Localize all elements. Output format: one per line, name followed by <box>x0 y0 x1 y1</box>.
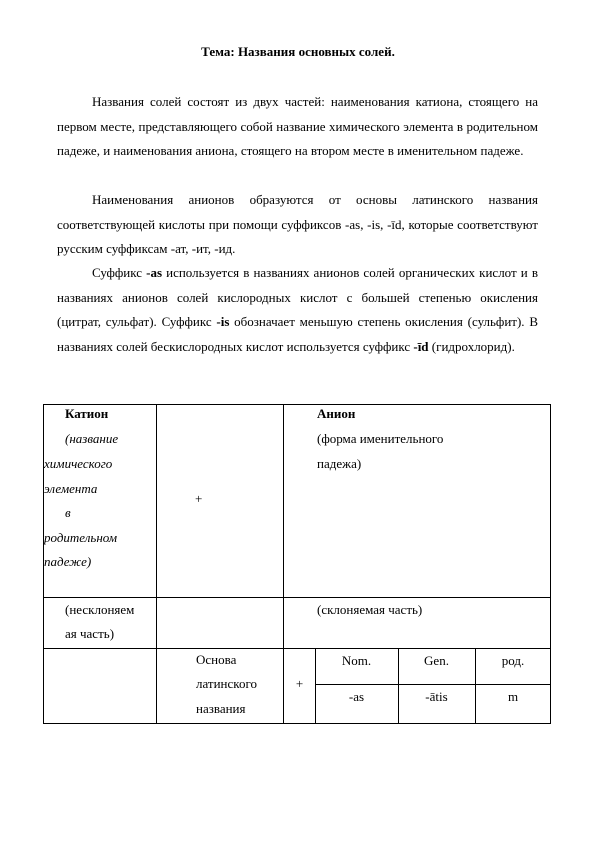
cation-desc-6: падеже) <box>44 554 92 569</box>
plus-sign: + <box>195 491 203 506</box>
cation-desc-4: в <box>65 505 71 520</box>
inner-header-gen: Gen. <box>424 653 449 668</box>
suffix-is: -is <box>216 314 230 329</box>
stem-label-3: названия <box>196 701 246 716</box>
stem-label-1: Основа <box>196 652 237 667</box>
inner-value-gen: -ātis <box>425 689 448 704</box>
anion-desc-2: падежа) <box>317 456 362 471</box>
paragraph-anion-names: Наименования анионов образуются от основы латинского названия соответствующей кислоты при помощи суффиксов -as, -is, -īd, которые соответствуют русским суффиксам -ат, -ит, -ид. <box>57 192 538 256</box>
cation-desc-3: элемента <box>44 481 98 496</box>
inner-header-nom: Nom. <box>341 653 372 668</box>
cation-desc-2: химического <box>44 456 113 471</box>
p3-text-4: (гидрохлорид). <box>428 338 515 354</box>
cation-note-1: (несклоняем <box>65 602 135 617</box>
suffix-as: -as <box>146 265 163 280</box>
plus-sign-2: + <box>295 676 304 691</box>
paragraph-intro: Названия солей состоят из двух частей: наименования катиона, стоящего на первом месте, представляющего собой название химического элемента в родительном падеже, и наименования аниона, стоящего на втором месте в именительном падеже. <box>57 94 538 158</box>
paragraph-suffixes <box>57 261 538 359</box>
cation-desc-5: родительном <box>44 530 118 545</box>
page-title: Тема: Названия основных солей. <box>201 44 395 59</box>
inner-header-gender: род. <box>501 653 525 668</box>
p3-text-2: используется в названиях анионов солей органических кислот и в названиях анионов солей кислородных кислот с большей степенью окисления (цитрат, сульфат). Суффикс <box>57 265 539 329</box>
anion-desc-1: (форма именительного <box>317 431 444 446</box>
anion-heading: Анион <box>317 406 356 421</box>
inner-value-nom: -as <box>348 689 365 704</box>
anion-note: (склоняемая часть) <box>317 602 423 617</box>
cation-heading: Катион <box>65 406 109 421</box>
cation-note-2: ая часть) <box>65 626 115 641</box>
table-col-divider-1 <box>156 404 157 724</box>
table-border-right <box>550 404 551 724</box>
cation-desc-1: (название <box>65 431 119 446</box>
inner-value-gender: m <box>507 689 519 704</box>
p3-text-1: Суффикс <box>92 265 147 280</box>
suffix-id: -īd <box>413 338 429 354</box>
stem-label-2: латинского <box>196 676 257 691</box>
p3-text-3: обозначает меньшую степень окисления (сульфит). В названиях солей бескислородных кислот используется суффикс <box>57 314 538 354</box>
salt-name-table <box>43 404 551 724</box>
table-border-top <box>43 404 551 405</box>
